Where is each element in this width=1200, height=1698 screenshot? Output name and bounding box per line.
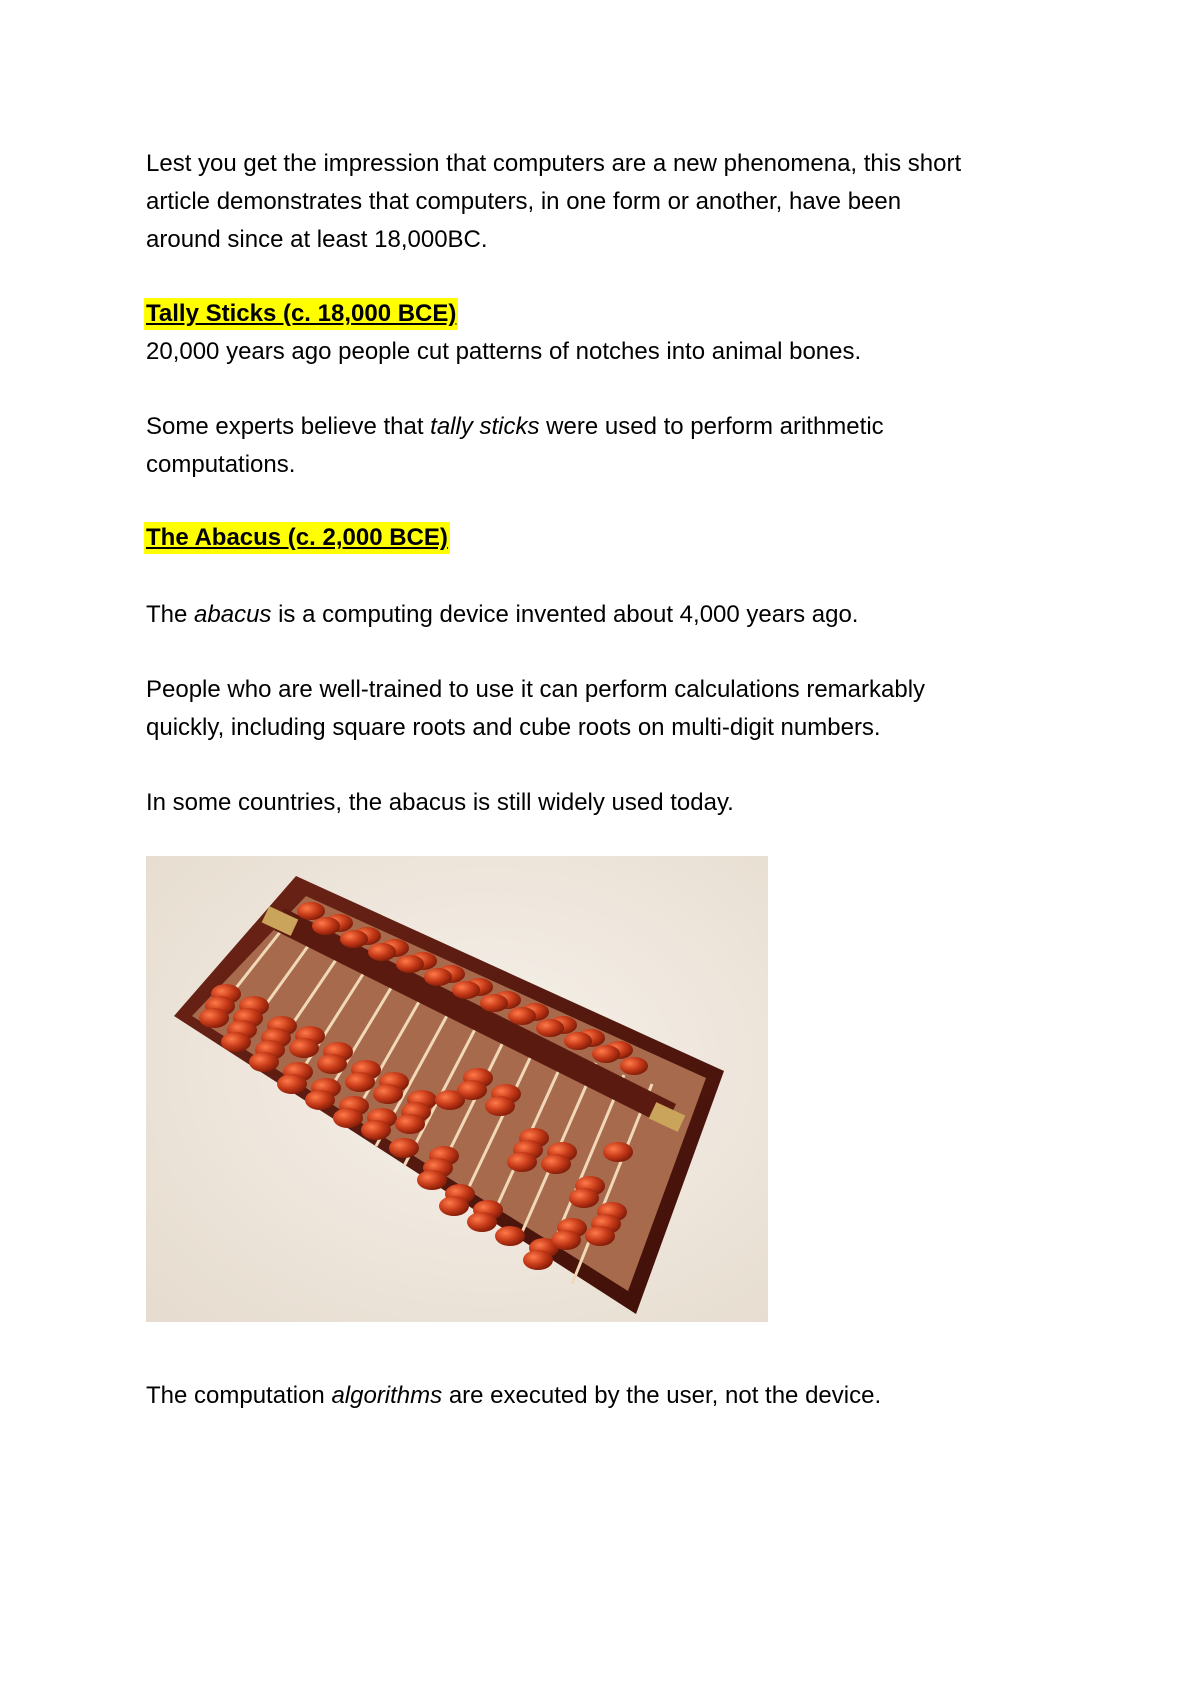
- abacus-photo: [146, 856, 768, 1322]
- emphasis-algorithms: algorithms: [331, 1382, 443, 1409]
- text-span: The: [146, 601, 195, 628]
- text-span: Some experts believe that: [146, 413, 431, 440]
- text-span: are executed by the user, not the device.: [442, 1382, 882, 1409]
- abacus-paragraph-4: [146, 1378, 881, 1414]
- emphasis-tally-sticks: tally sticks: [430, 413, 540, 440]
- intro-line-1: Lest you get the impression that computers are a new phenomena, this short: [146, 150, 962, 177]
- abacus-heading: The Abacus (c. 2,000 BCE): [144, 522, 450, 554]
- emphasis-abacus: abacus: [194, 601, 272, 628]
- abacus-paragraph-1: [146, 597, 858, 633]
- intro-line-2: article demonstrates that computers, in one form or another, have been: [146, 188, 902, 215]
- tally-paragraph-1: 20,000 years ago people cut patterns of notches into animal bones.: [146, 338, 862, 365]
- text-span: is a computing device invented about 4,000 years ago.: [271, 601, 859, 628]
- text-span: were used to perform arithmetic: [539, 413, 884, 440]
- intro-line-3: around since at least 18,000BC.: [146, 226, 488, 253]
- abacus-paragraph-3: In some countries, the abacus is still widely used today.: [146, 789, 734, 816]
- tally-paragraph-2-line-2: computations.: [146, 451, 296, 478]
- tally-paragraph-2-line-1: [146, 409, 884, 445]
- tally-sticks-heading: Tally Sticks (c. 18,000 BCE): [144, 298, 458, 330]
- abacus-paragraph-2-line-1: People who are well-trained to use it can perform calculations remarkably: [146, 676, 926, 703]
- abacus-paragraph-2-line-2: quickly, including square roots and cube roots on multi-digit numbers.: [146, 714, 881, 741]
- text-span: The computation: [146, 1382, 332, 1409]
